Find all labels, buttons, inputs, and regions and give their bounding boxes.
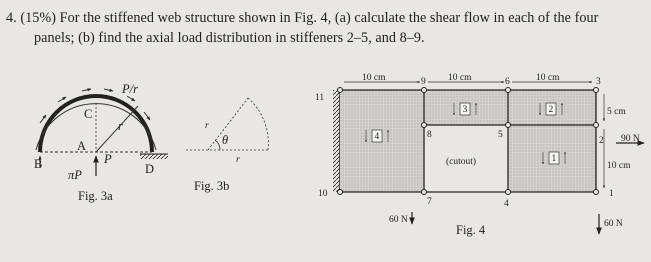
problem-line-2: panels; (b) find the axial load distribution in stiffeners 2–5, and 8–9. (34, 30, 425, 46)
node-10: 10 (318, 189, 328, 199)
svg-text:3: 3 (462, 105, 468, 115)
label-P-over-r: P/r (122, 82, 138, 96)
node-9: 9 (421, 77, 426, 87)
dim-1: 10 cm (362, 73, 386, 83)
label-B: B (34, 157, 43, 171)
fig-4-caption: Fig. 4 (456, 223, 486, 237)
label-A: A (77, 139, 87, 153)
fig-4 (315, 73, 644, 237)
label-P: P (104, 152, 112, 166)
svg-text:2: 2 (548, 105, 554, 115)
load-right: 60 N (604, 219, 623, 229)
node-5: 5 (498, 130, 503, 140)
cutout-label: (cutout) (446, 157, 477, 167)
label-r-top: r (205, 121, 209, 131)
dim-3: 10 cm (536, 73, 560, 83)
node-4: 4 (504, 199, 509, 209)
label-theta: θ (222, 133, 229, 147)
fig-3a (34, 82, 168, 203)
problem-line-1: 4. (15%) For the stiffened web structure shown in Fig. 4, (a) calculate the shear flow in each of the four (6, 10, 599, 26)
label-D: D (145, 162, 155, 176)
svg-text:4: 4 (374, 132, 380, 142)
node-11: 11 (315, 93, 325, 103)
label-r-bottom: r (236, 155, 240, 165)
fig-3b (186, 98, 268, 193)
node-3: 3 (596, 77, 601, 87)
node-7: 7 (427, 197, 432, 207)
label-r: r (118, 119, 123, 133)
node-8: 8 (427, 130, 432, 140)
dim-2: 10 cm (448, 73, 472, 83)
node-6: 6 (505, 77, 510, 87)
node-2: 2 (599, 136, 604, 146)
fig-3a-caption: Fig. 3a (78, 189, 113, 203)
svg-text:1: 1 (551, 154, 557, 164)
load-side: 90 N (621, 134, 640, 144)
label-piP: πP (68, 168, 82, 182)
load-left: 60 N (389, 215, 408, 225)
dim-4: 5 cm (607, 107, 626, 117)
label-C: C (84, 107, 93, 121)
dim-5: 10 cm (607, 161, 631, 171)
node-1: 1 (609, 189, 614, 199)
fig-3b-caption: Fig. 3b (194, 179, 230, 193)
